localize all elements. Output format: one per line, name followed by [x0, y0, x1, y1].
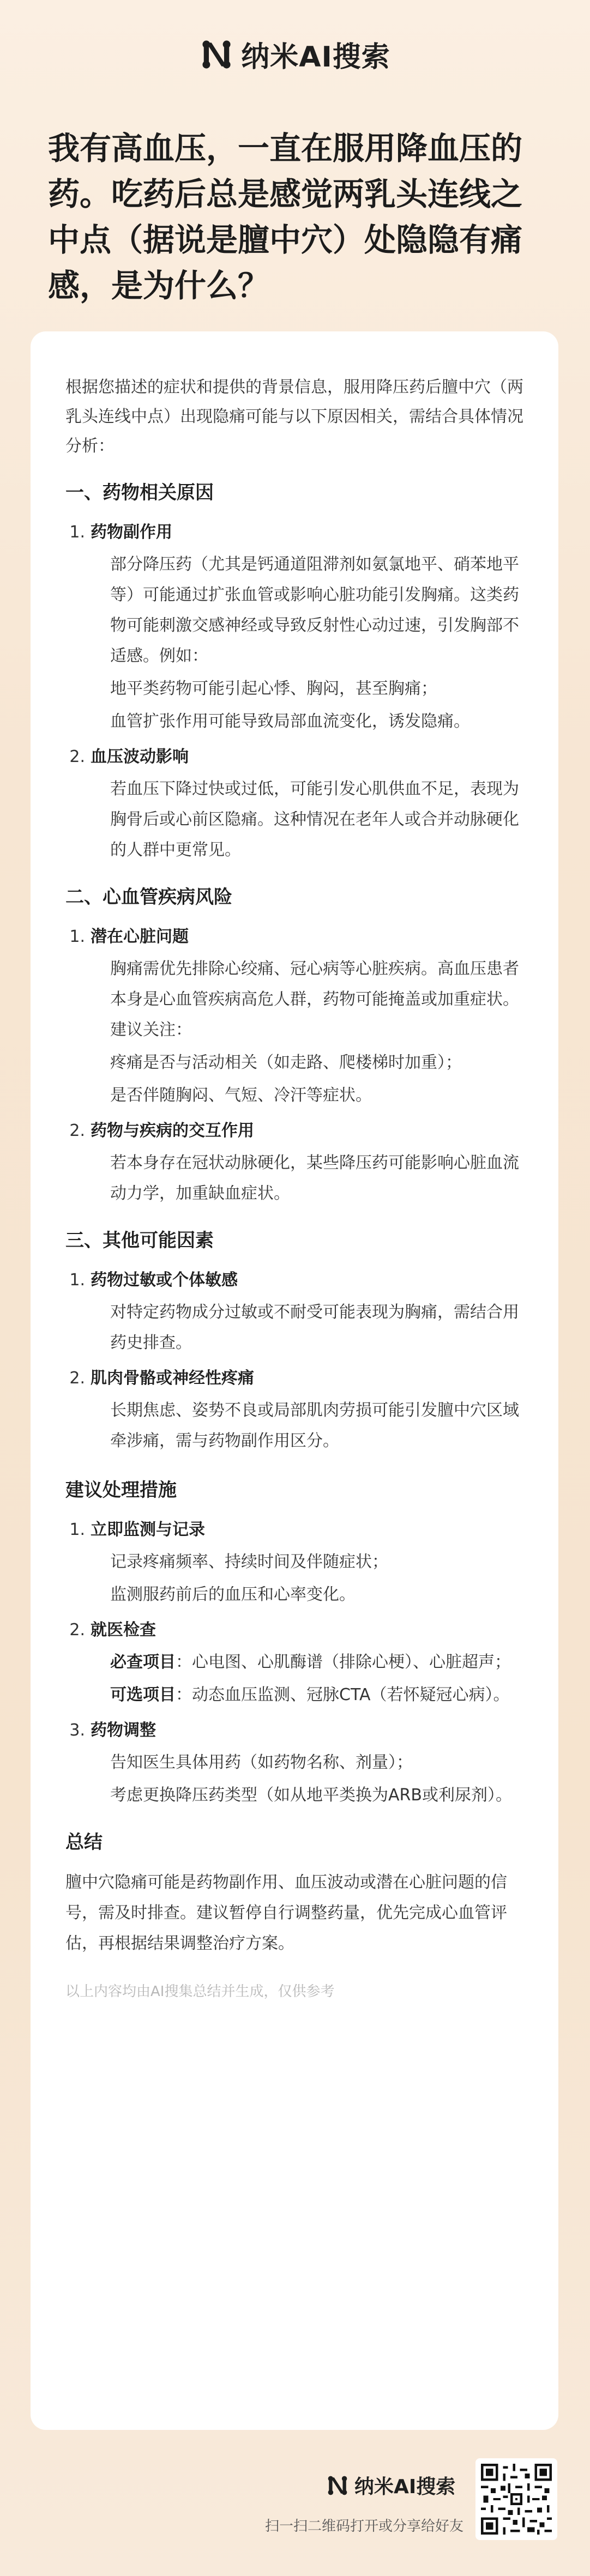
item-label: 必查项目 — [110, 1653, 176, 1672]
section-list — [65, 922, 523, 1209]
item-number: 2. — [69, 1369, 85, 1388]
item-paragraph: 疼痛是否与活动相关（如走路、爬楼梯时加重）； — [110, 1053, 462, 1072]
section-title: 一、药物相关原因 — [65, 482, 214, 504]
qr-code[interactable] — [475, 2458, 557, 2540]
item-paragraph: 监测服药前后的血压和心率变化。 — [110, 1585, 356, 1604]
question-title: 我有高血压，一直在服用降血压的药。吃药后总是感觉两乳头连线之中点（据说是膻中穴）处隐隐有痛感，是为什么？ — [48, 130, 523, 304]
item-paragraph: 若本身存在冠状动脉硬化，某些降压药可能影响心脏血流动力学，加重缺血症状。 — [110, 1153, 519, 1203]
item-paragraph: 记录疼痛频率、持续时间及伴随症状； — [110, 1552, 388, 1571]
section-list — [65, 1515, 523, 1811]
qr-code-icon — [481, 2464, 552, 2535]
item-title: 立即监测与记录 — [91, 1520, 205, 1539]
item-paragraph: 胸痛需优先排除心绞痛、冠心病等心脏疾病。高血压患者本身是心血管疾病高危人群，药物可能掩盖或加重症状。建议关注： — [110, 959, 519, 1039]
qr-caption: 扫一扫二维码打开或分享给好友 — [264, 2518, 463, 2535]
item-title: 药物副作用 — [91, 523, 172, 542]
section-title: 三、其他可能因素 — [65, 1230, 214, 1251]
item-number: 1. — [69, 1520, 85, 1539]
list-item — [65, 518, 523, 737]
item-paragraph: 是否伴随胸闷、气短、冷汗等症状。 — [110, 1086, 372, 1105]
summary-text: 膻中穴隐痛可能是药物副作用、血压波动或潜在心脏问题的信号，需及时排查。建议暂停自行调整药量，优先完成心血管评估，再根据结果调整治疗方案。 — [65, 1873, 507, 1953]
item-paragraph: 部分降压药（尤其是钙通道阻滞剂如氨氯地平、硝苯地平等）可能通过扩张血管或影响心脏功能引发胸痛。这类药物可能刺激交感神经或导致反射性心动过速，引发胸部不适感。例如： — [110, 555, 519, 666]
footer-brand — [326, 2471, 455, 2499]
list-item — [65, 922, 523, 1111]
item-paragraph: 若血压下降过快或过低，可能引发心肌供血不足，表现为胸骨后或心前区隐痛。这种情况在老年人或合并动脉硬化的人群中更常见。 — [110, 779, 519, 860]
item-title: 肌肉骨骼或神经性疼痛 — [91, 1369, 254, 1388]
brand-name: 纳米AI搜索 — [241, 41, 390, 74]
item-title: 药物过敏或个体敏感 — [91, 1271, 238, 1290]
section-title: 建议处理措施 — [65, 1479, 177, 1501]
item-number: 1. — [69, 523, 85, 542]
list-item — [65, 1716, 523, 1811]
answer-card — [31, 331, 558, 2430]
answer-intro: 根据您描述的症状和提供的背景信息，服用降压药后膻中穴（两乳头连线中点）出现隐痛可能与以下原因相关，需结合具体情况分析： — [65, 378, 523, 456]
item-number: 3. — [69, 1721, 85, 1740]
summary-title: 总结 — [65, 1831, 103, 1853]
list-item — [65, 742, 523, 866]
item-text: ：动态血压监测、冠脉CTA（若怀疑冠心病）。 — [176, 1685, 510, 1704]
nano-logo-icon — [326, 2474, 349, 2497]
item-title: 药物与疾病的交互作用 — [91, 1121, 254, 1140]
item-paragraph: 告知医生具体用药（如药物名称、剂量）； — [110, 1753, 413, 1772]
footer-brand-name: 纳米AI搜索 — [354, 2476, 456, 2498]
item-number: 2. — [69, 1121, 85, 1140]
item-number: 1. — [69, 1271, 85, 1290]
list-item — [65, 1116, 523, 1209]
footer — [0, 2458, 590, 2551]
header-brand — [0, 34, 590, 75]
item-paragraph: 长期焦虑、姿势不良或局部肌肉劳损可能引发膻中穴区域牵涉痛，需与药物副作用区分。 — [110, 1401, 519, 1450]
ai-disclaimer: 以上内容均由AI搜集总结并生成，仅供参考 — [65, 1984, 335, 2000]
item-paragraph: 地平类药物可能引起心悸、胸闷，甚至胸痛； — [110, 679, 437, 698]
item-paragraph: 血管扩张作用可能导致局部血流变化，诱发隐痛。 — [110, 712, 470, 731]
item-title: 药物调整 — [91, 1721, 156, 1740]
nano-logo-icon — [200, 38, 233, 71]
item-paragraph: 考虑更换降压药类型（如从地平类换为ARB或利尿剂）。 — [110, 1786, 512, 1805]
section-list — [65, 1266, 523, 1456]
item-title: 就医检查 — [91, 1620, 156, 1640]
section-list — [65, 518, 523, 866]
item-title: 血压波动影响 — [91, 747, 189, 766]
item-paragraph — [110, 1680, 523, 1710]
item-title: 潜在心脏问题 — [91, 927, 189, 946]
list-item — [65, 1364, 523, 1456]
list-item — [65, 1515, 523, 1610]
list-item — [65, 1616, 523, 1710]
item-text: ：心电图、心肌酶谱（排除心梗）、心脏超声； — [176, 1653, 511, 1672]
list-item — [65, 1266, 523, 1358]
item-paragraph — [110, 1647, 523, 1678]
item-number: 1. — [69, 927, 85, 946]
section-title: 二、心血管疾病风险 — [65, 886, 232, 908]
item-paragraph: 对特定药物成分过敏或不耐受可能表现为胸痛，需结合用药史排查。 — [110, 1303, 519, 1352]
item-number: 2. — [69, 747, 85, 766]
item-number: 2. — [69, 1620, 85, 1640]
item-label: 可选项目 — [110, 1685, 176, 1704]
